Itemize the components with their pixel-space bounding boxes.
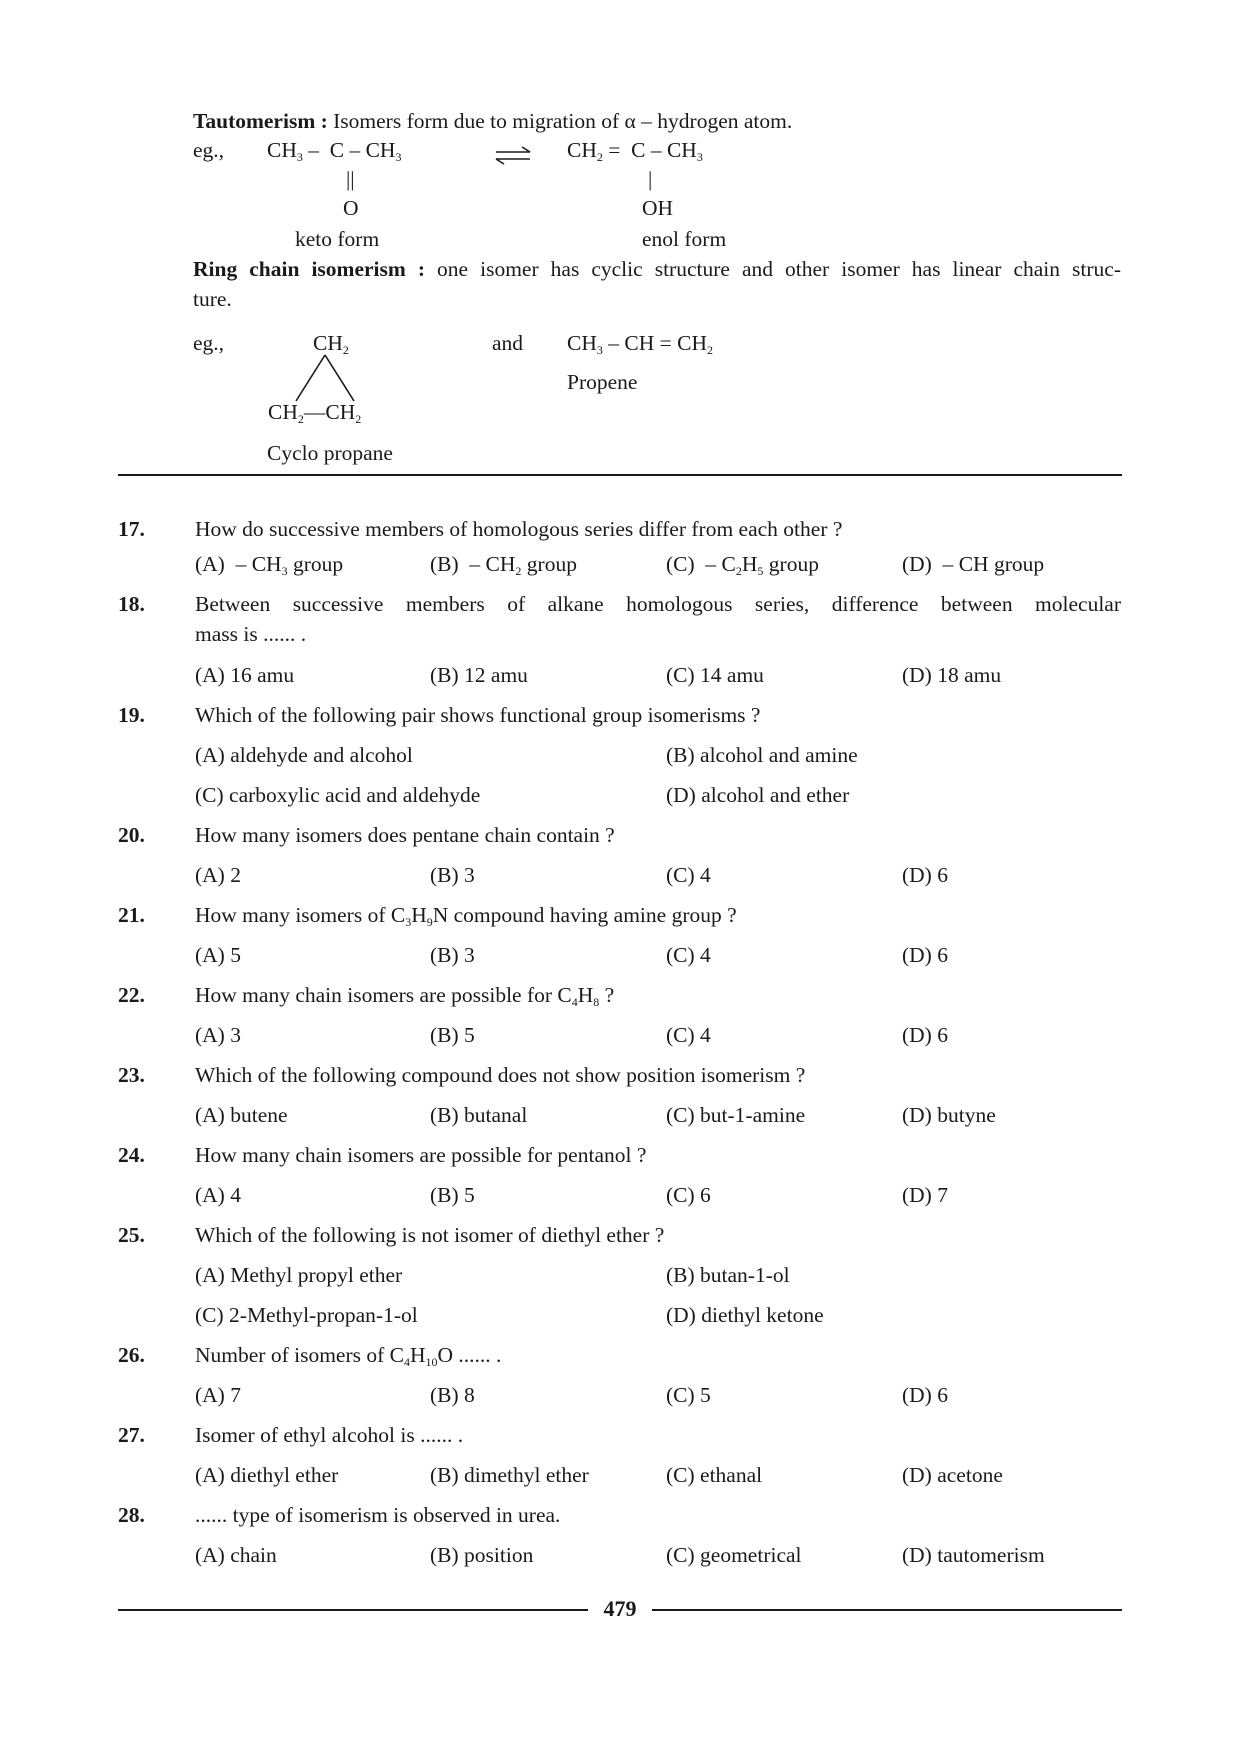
question-text: How many isomers does pentane chain contain ?	[195, 823, 615, 847]
footer-rule-left	[118, 1609, 588, 1611]
question-text: How many chain isomers are possible for $C_4H_8$ ?	[195, 983, 615, 1009]
option-b[interactable]: (B) dimethyl ether	[430, 1463, 589, 1487]
option-a[interactable]: (A) chain	[195, 1543, 277, 1567]
option-d[interactable]: (D) diethyl ketone	[666, 1303, 824, 1327]
option-a[interactable]: $(A) - CH_3$ group	[195, 552, 344, 578]
question-number: 28.	[118, 1503, 145, 1527]
enol-hydroxyl: OH	[642, 196, 674, 220]
option-a[interactable]: (A) 3	[195, 1023, 241, 1047]
question-text-cont: mass is ...... .	[195, 622, 307, 646]
equilibrium-arrows-icon	[494, 146, 532, 166]
question-text: How do successive members of homologous series differ from each other ?	[195, 517, 843, 541]
option-d[interactable]: (D) 7	[902, 1183, 948, 1207]
question-number: 24.	[118, 1143, 145, 1167]
option-c[interactable]: (C) 4	[666, 863, 711, 887]
question-text: Between successive members of alkane homologous series, difference between molecular	[195, 592, 1121, 616]
option-c[interactable]: (C) 4	[666, 943, 711, 967]
question-number: 17.	[118, 517, 145, 541]
option-b[interactable]: (B) butan-1-ol	[666, 1263, 790, 1287]
option-b[interactable]: $(B) - CH_2$ group	[430, 552, 577, 578]
option-a[interactable]: (A) butene	[195, 1103, 288, 1127]
option-d[interactable]: (D) 6	[902, 1383, 948, 1407]
ring-chain-text: one isomer has cyclic structure and other isomer has linear chain struc-	[437, 257, 1122, 281]
question-number: 18.	[118, 592, 145, 616]
question-number: 23.	[118, 1063, 145, 1087]
question-text: Isomer of ethyl alcohol is ...... .	[195, 1423, 464, 1447]
option-c[interactable]: $(C) - C_2H_5$ group	[666, 552, 819, 578]
question-number: 20.	[118, 823, 145, 847]
option-c[interactable]: (C) geometrical	[666, 1543, 802, 1567]
option-c[interactable]: (C) ethanal	[666, 1463, 763, 1487]
option-c[interactable]: (C) 6	[666, 1183, 711, 1207]
tautomerism-definition	[193, 108, 792, 134]
option-c[interactable]: (C) 5	[666, 1383, 711, 1407]
option-d[interactable]: (D) alcohol and ether	[666, 783, 850, 807]
question-text: How many chain isomers are possible for pentanol ?	[195, 1143, 647, 1167]
enol-single-bond: |	[648, 167, 653, 191]
question-number: 25.	[118, 1223, 145, 1247]
option-a[interactable]: (A) 5	[195, 943, 241, 967]
question-text: How many isomers of $C_3H_9N$ compound having amine group ?	[195, 903, 737, 929]
question-number: 22.	[118, 983, 145, 1007]
question-text: Number of isomers of $C_4H_{10}O$ ...... .	[195, 1343, 502, 1369]
option-a[interactable]: (A) Methyl propyl ether	[195, 1263, 403, 1287]
option-c[interactable]: (C) 2-Methyl-propan-1-ol	[195, 1303, 418, 1327]
question-number: 26.	[118, 1343, 145, 1367]
option-b[interactable]: (B) 5	[430, 1183, 475, 1207]
cyclopropane-top-carbon: $CH_2$	[313, 331, 349, 357]
keto-double-bond: ||	[346, 167, 355, 191]
and-text: and	[492, 331, 524, 355]
question-text: ...... type of isomerism is observed in urea.	[195, 1503, 561, 1527]
keto-formula: $CH_3$ – C – $CH_3$	[267, 138, 402, 164]
question-number: 21.	[118, 903, 145, 927]
option-d[interactable]: (D) tautomerism	[902, 1543, 1045, 1567]
option-c[interactable]: (C) 14 amu	[666, 663, 764, 687]
option-d[interactable]: (D) – CH group	[902, 552, 1045, 576]
question-text: Which of the following compound does not show position isomerism ?	[195, 1063, 806, 1087]
question-text: Which of the following pair shows functional group isomerisms ?	[195, 703, 761, 727]
enol-formula: $CH_2 = C - CH_3$	[567, 138, 703, 164]
option-b[interactable]: (B) 5	[430, 1023, 475, 1047]
option-b[interactable]: (B) butanal	[430, 1103, 528, 1127]
option-c[interactable]: (C) but-1-amine	[666, 1103, 806, 1127]
option-a[interactable]: (A) aldehyde and alcohol	[195, 743, 413, 767]
section-divider	[118, 474, 1122, 476]
question-number: 19.	[118, 703, 145, 727]
option-b[interactable]: (B) alcohol and amine	[666, 743, 858, 767]
cyclopropane-bottom-carbons: $CH_2—CH_2$	[268, 400, 362, 426]
option-d[interactable]: (D) 6	[902, 1023, 948, 1047]
option-d[interactable]: (D) 6	[902, 943, 948, 967]
example-label: eg.,	[193, 331, 225, 355]
option-d[interactable]: (D) acetone	[902, 1463, 1003, 1487]
keto-label: keto form	[295, 227, 380, 251]
option-b[interactable]: (B) position	[430, 1543, 534, 1567]
propene-formula: $CH_3$ – CH = $CH_2$	[567, 331, 713, 357]
option-b[interactable]: (B) 8	[430, 1383, 475, 1407]
page-number: 479	[603, 1596, 637, 1621]
cyclopropane-label: Cyclo propane	[267, 441, 393, 465]
option-a[interactable]: (A) 7	[195, 1383, 241, 1407]
option-d[interactable]: (D) 6	[902, 863, 948, 887]
enol-label: enol form	[642, 227, 727, 251]
question-number: 27.	[118, 1423, 145, 1447]
option-a[interactable]: (A) 4	[195, 1183, 241, 1207]
ring-chain-title: Ring chain isomerism :	[193, 257, 425, 281]
tautomerism-text: Isomers form due to migration of α – hydrogen atom.	[333, 109, 793, 133]
option-c[interactable]: (C) carboxylic acid and aldehyde	[195, 783, 481, 807]
option-d[interactable]: (D) butyne	[902, 1103, 996, 1127]
option-a[interactable]: (A) 2	[195, 863, 241, 887]
option-b[interactable]: (B) 3	[430, 863, 475, 887]
option-b[interactable]: (B) 3	[430, 943, 475, 967]
footer-rule-right	[652, 1609, 1122, 1611]
keto-oxygen: O	[343, 196, 359, 220]
option-a[interactable]: (A) 16 amu	[195, 663, 295, 687]
option-b[interactable]: (B) 12 amu	[430, 663, 528, 687]
propene-label: Propene	[567, 370, 638, 394]
option-d[interactable]: (D) 18 amu	[902, 663, 1002, 687]
ring-chain-text-cont: ture.	[193, 287, 232, 311]
ring-chain-definition	[193, 256, 1121, 282]
example-label: eg.,	[193, 138, 225, 162]
option-a[interactable]: (A) diethyl ether	[195, 1463, 339, 1487]
option-c[interactable]: (C) 4	[666, 1023, 711, 1047]
tautomerism-title: Tautomerism :	[193, 109, 328, 133]
question-text: Which of the following is not isomer of diethyl ether ?	[195, 1223, 665, 1247]
